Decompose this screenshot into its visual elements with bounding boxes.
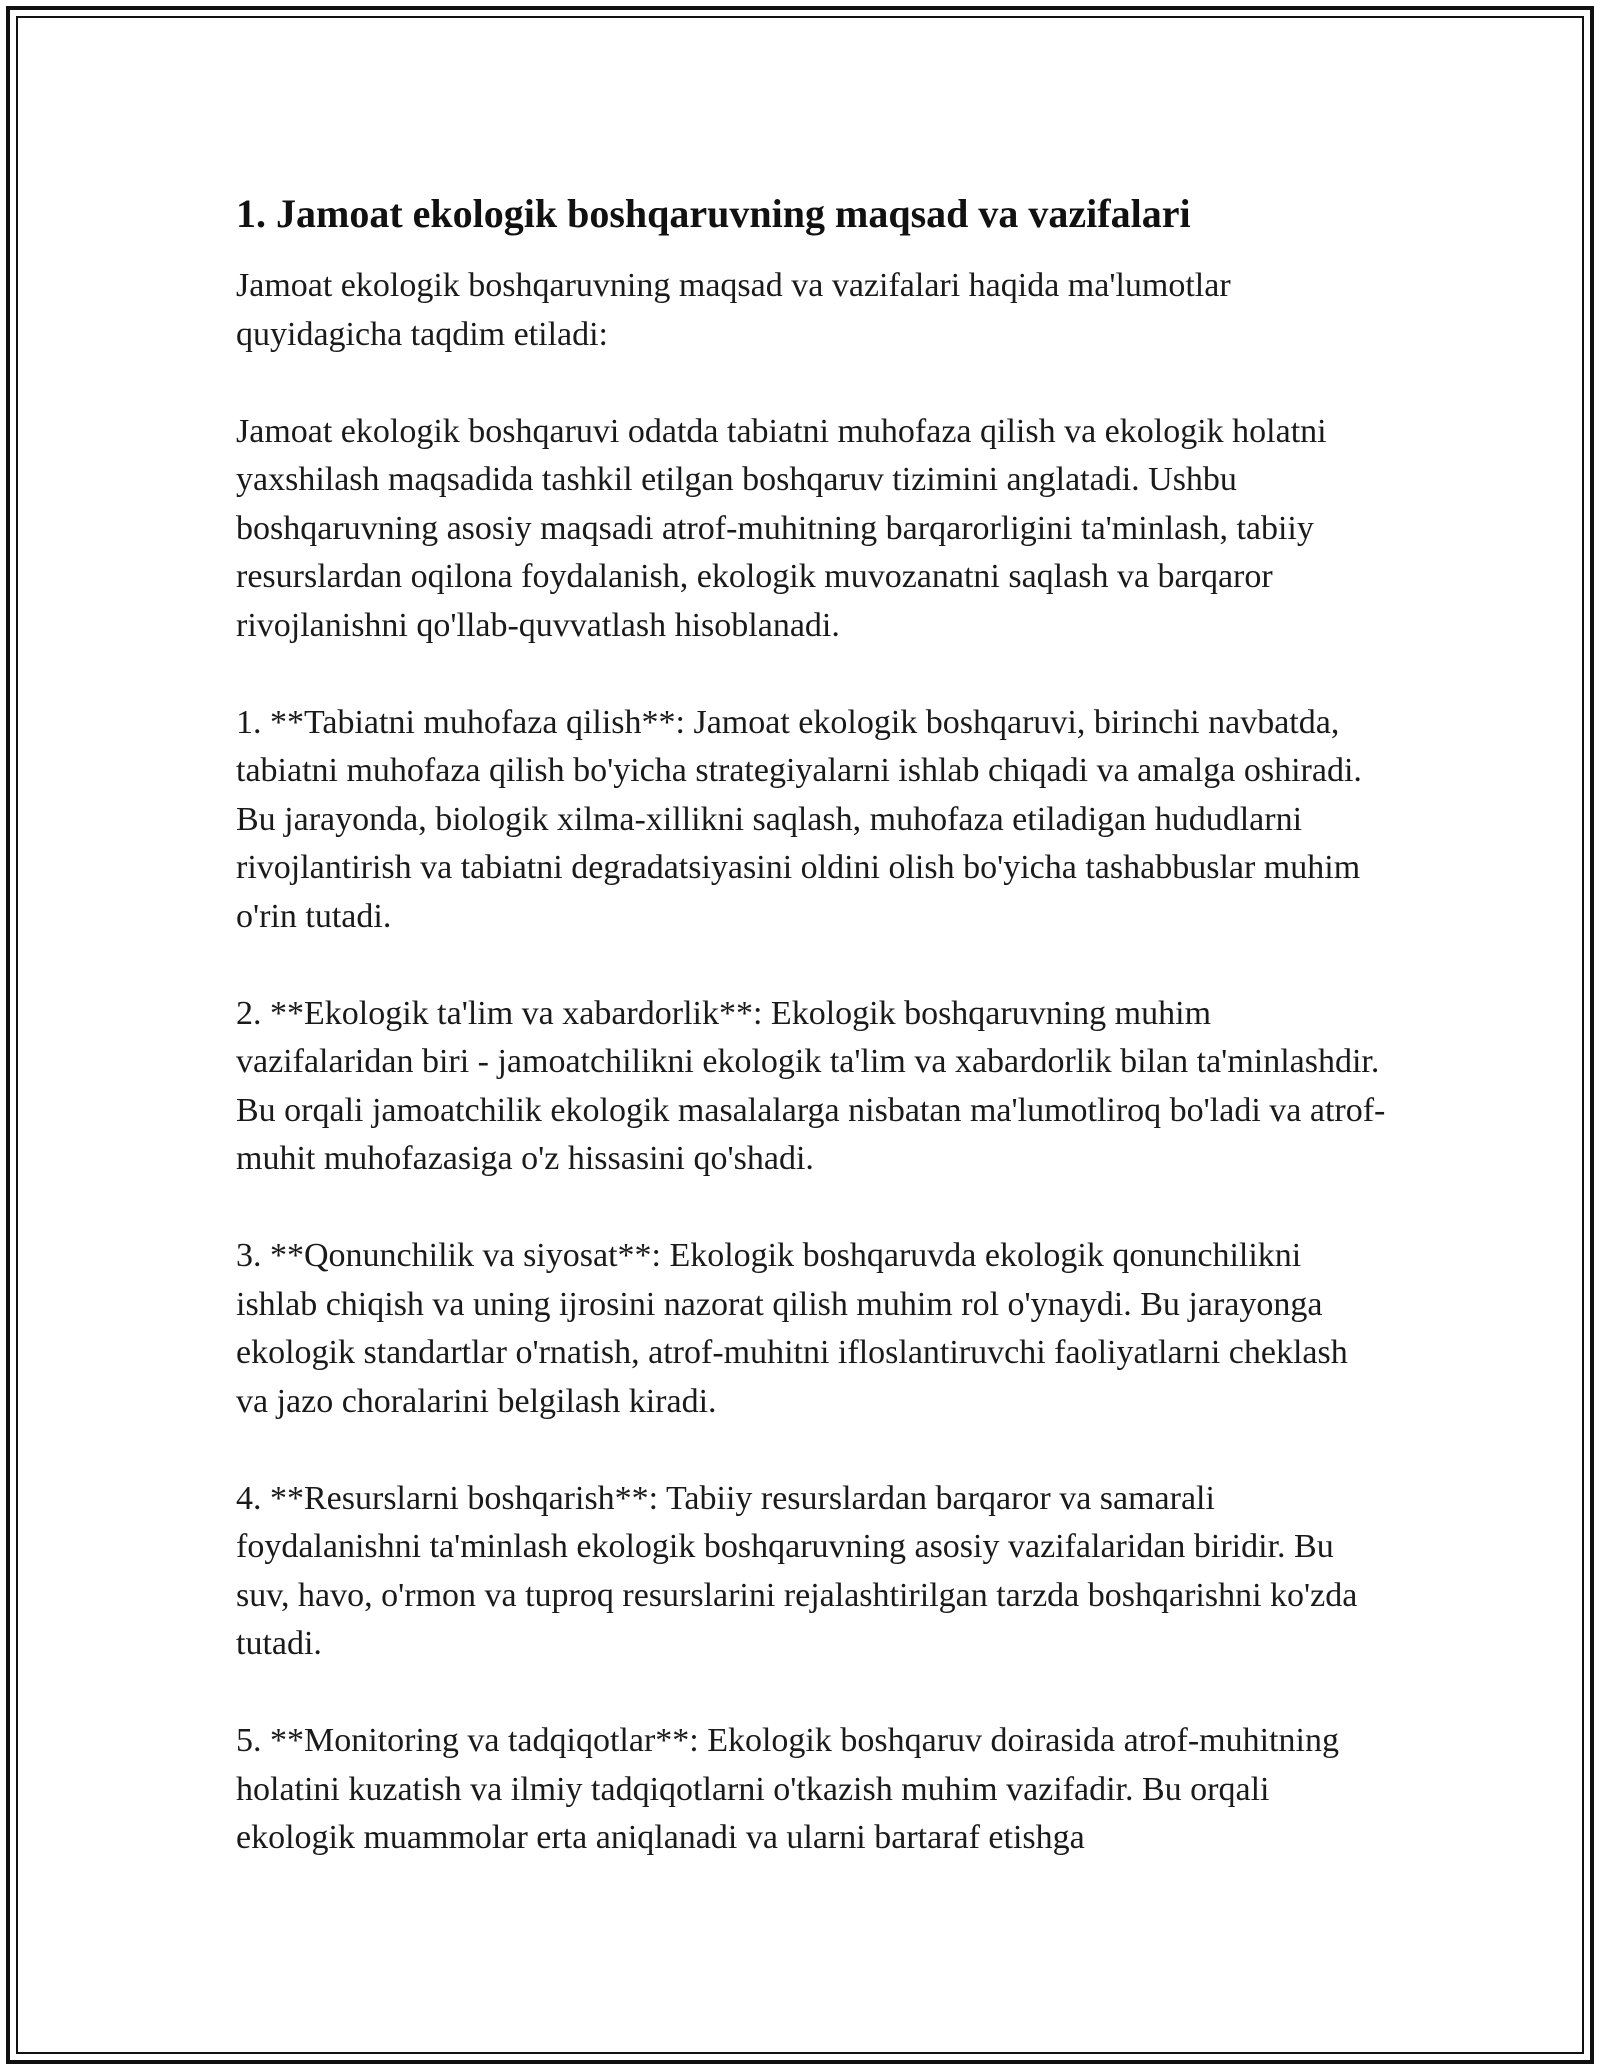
list-item-legislation-policy: 3. **Qonunchilik va siyosat**: Ekologik boshqaruvda ekologik qonunchilikni ishlab chiqish va uning ijrosini nazorat qilish muhim rol o'ynaydi. Bu jarayonga ekologik standartlar o'rnatish, atrof-muhitni ifloslantiruvchi faoliyatlarni cheklash va jazo choralarini belgilash kiradi. — [236, 1237, 1348, 1420]
overview-paragraph: Jamoat ekologik boshqaruvi odatda tabiatni muhofaza qilish va ekologik holatni yaxshilash maqsadida tashkil etilgan boshqaruv tizimini anglatadi. Ushbu boshqaruvning asosiy maqsadi atrof-muhitning barqarorligini ta'minlash, tabiiy resurslardan oqilona foydalanish, ekologik muvozanatni saqlash va barqaror rivojlanishni qo'llab-quvvatlash hisoblanadi. — [236, 412, 1327, 644]
list-item-resource-management: 4. **Resurslarni boshqarish**: Tabiiy resurslardan barqaror va samarali foydalanishni ta'minlash ekologik boshqaruvning asosiy vazifalaridan biridir. Bu suv, havo, o'rmon va tuproq resurslarini rejalashtirilgan tarzda boshqarishni ko'zda tutadi. — [236, 1479, 1358, 1662]
list-item-monitoring-research: 5. **Monitoring va tadqiqotlar**: Ekologik boshqaruv doirasida atrof-muhitning holatini kuzatish va ilmiy tadqiqotlarni o'tkazish muhim vazifadir. Bu orqali ekologik muammolar erta aniqlanadi va ularni bartaraf etishga — [236, 1722, 1339, 1856]
section-heading: 1. Jamoat ekologik boshqaruvning maqsad va vazifalari — [236, 191, 1191, 236]
intro-paragraph: Jamoat ekologik boshqaruvning maqsad va vazifalari haqida ma'lumotlar quyidagicha taqdim etiladi: — [236, 267, 1231, 353]
list-item-ecological-education: 2. **Ekologik ta'lim va xabardorlik**: Ekologik boshqaruvning muhim vazifalaridan biri - jamoatchilikni ekologik ta'lim va xabardorlik bilan ta'minlashdir. Bu orqali jamoatchilik ekologik masalalarga nisbatan ma'lumotliroq bo'ladi va atrof-muhit muhofazasiga o'z hissasini qo'shadi. — [236, 994, 1386, 1177]
list-item-nature-protection: 1. **Tabiatni muhofaza qilish**: Jamoat ekologik boshqaruvi, birinchi navbatda, tabiatni muhofaza qilish bo'yicha strategiyalarni ishlab chiqadi va amalga oshiradi. Bu jarayonda, biologik xilma-xillikni saqlash, muhofaza etiladigan hududlarni rivojlantirish va tabiatni degradatsiyasini oldini olish bo'yicha tashabbuslar muhim o'rin tutadi. — [236, 703, 1362, 935]
document-body — [236, 186, 1386, 1911]
